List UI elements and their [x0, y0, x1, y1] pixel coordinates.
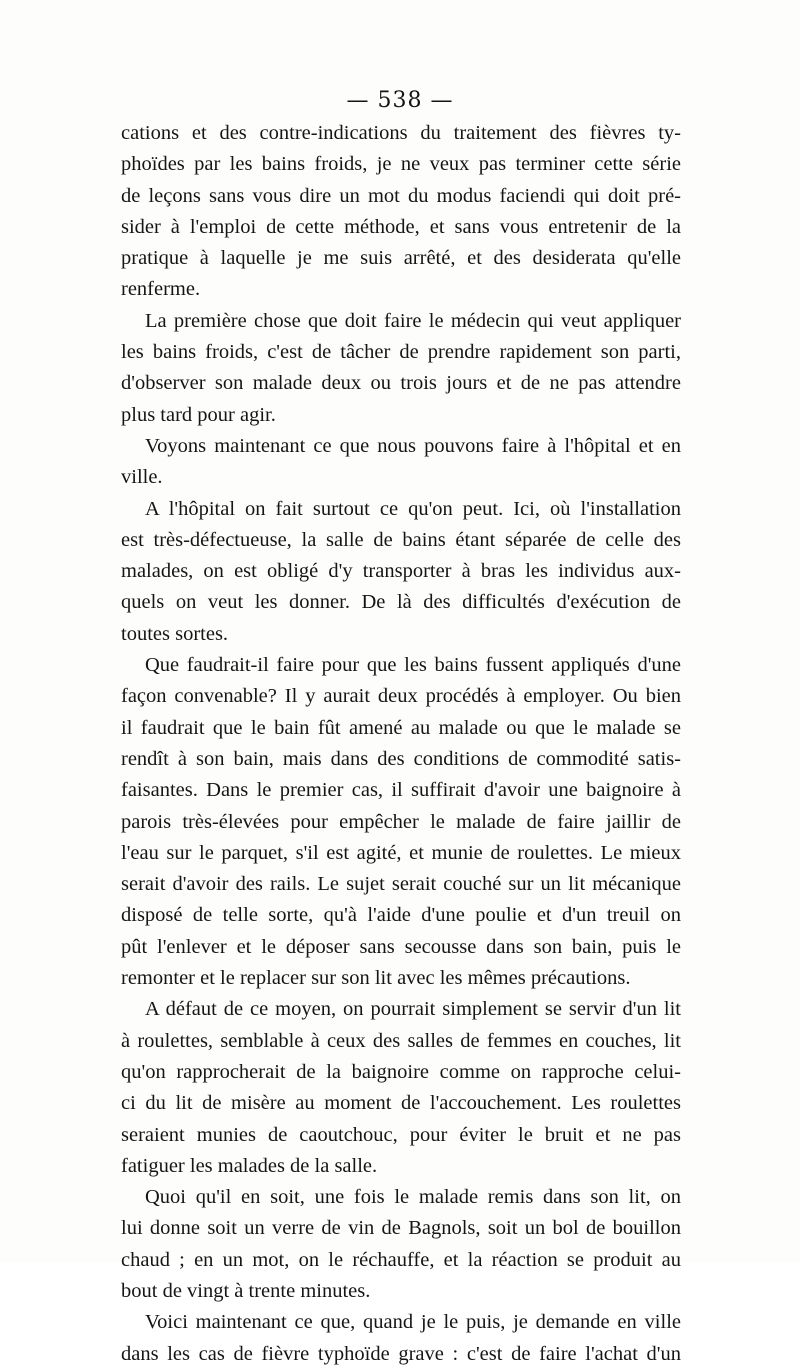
text-line: qu'on rapprocherait de la baignoire comme on rapproche celui-: [121, 1060, 681, 1083]
text-line: pratique à laquelle je me suis arrêté, et des desiderata qu'elle: [121, 247, 681, 270]
text-line: fatiguer les malades de la salle.: [121, 1154, 378, 1177]
text-line: quels on veut les donner. De là des difficultés d'exécution de: [121, 591, 681, 614]
text-line: à roulettes, semblable à ceux des salles de femmes en couches, lit: [121, 1029, 681, 1052]
text-line: sider à l'emploi de cette méthode, et sans vous entretenir de la: [121, 215, 681, 238]
text-line: d'observer son malade deux ou trois jours et de ne pas attendre: [121, 372, 681, 395]
text-line: ville.: [121, 466, 163, 489]
text-line: les bains froids, c'est de tâcher de prendre rapidement son parti,: [121, 341, 681, 364]
text-line: toutes sortes.: [121, 622, 229, 645]
text-line: bout de vingt à trente minutes.: [121, 1279, 371, 1302]
text-line: est très-défectueuse, la salle de bains étant séparée de celle des: [121, 528, 681, 551]
text-line: il faudrait que le bain fût amené au malade ou que le malade se: [121, 716, 681, 739]
text-line: Quoi qu'il en soit, une fois le malade remis dans son lit, on: [145, 1186, 681, 1209]
text-line: chaud ; en un mot, on le réchauffe, et la réaction se produit au: [121, 1248, 681, 1271]
text-line: A l'hôpital on fait surtout ce qu'on peut. Ici, où l'installation: [145, 497, 681, 520]
text-line: malades, on est obligé d'y transporter à bras les individus aux-: [121, 560, 681, 583]
body-text: [121, 118, 681, 1370]
text-line: phoïdes par les bains froids, je ne veux pas terminer cette série: [121, 153, 681, 176]
text-line: lui donne soit un verre de vin de Bagnols, soit un bol de bouillon: [121, 1217, 681, 1240]
text-line: parois très-élevées pour empêcher le malade de faire jaillir de: [121, 810, 681, 833]
text-line: ci du lit de misère au moment de l'accouchement. Les roulettes: [121, 1092, 681, 1115]
text-line: disposé de telle sorte, qu'à l'aide d'une poulie et d'un treuil on: [121, 904, 681, 927]
text-line: pût l'enlever et le déposer sans secousse dans son bain, puis le: [121, 935, 681, 958]
text-line: façon convenable? Il y aurait deux procédés à employer. Ou bien: [121, 685, 681, 708]
text-line: l'eau sur le parquet, s'il est agité, et munie de roulettes. Le mieux: [121, 841, 681, 864]
text-line: faisantes. Dans le premier cas, il suffirait d'avoir une baignoire à: [121, 779, 681, 802]
text-line: renferme.: [121, 278, 201, 301]
text-line: serait d'avoir des rails. Le sujet serait couché sur un lit mécanique: [121, 873, 681, 896]
page-number: — 538 —: [346, 88, 454, 113]
text-line: seraient munies de caoutchouc, pour éviter le bruit et ne pas: [121, 1123, 681, 1146]
text-line: Voici maintenant ce que, quand je le puis, je demande en ville: [145, 1311, 681, 1334]
text-line: A défaut de ce moyen, on pourrait simplement se servir d'un lit: [145, 998, 681, 1021]
text-line: cations et des contre-indications du traitement des fièvres ty-: [121, 122, 681, 144]
text-line: plus tard pour agir.: [121, 403, 276, 426]
text-line: Que faudrait-il faire pour que les bains fussent appliqués d'une: [145, 654, 681, 677]
text-line: Voyons maintenant ce que nous pouvons faire à l'hôpital et en: [145, 434, 681, 457]
text-line: La première chose que doit faire le médecin qui veut appliquer: [145, 309, 681, 332]
text-line: de leçons sans vous dire un mot du modus faciendi qui doit pré-: [121, 184, 681, 207]
text-line: remonter et le replacer sur son lit avec les mêmes précautions.: [121, 967, 631, 990]
text-line: dans les cas de fièvre typhoïde grave : c'est de faire l'achat d'un: [121, 1342, 681, 1365]
text-line: rendît à son bain, mais dans des conditions de commodité satis-: [121, 747, 681, 770]
